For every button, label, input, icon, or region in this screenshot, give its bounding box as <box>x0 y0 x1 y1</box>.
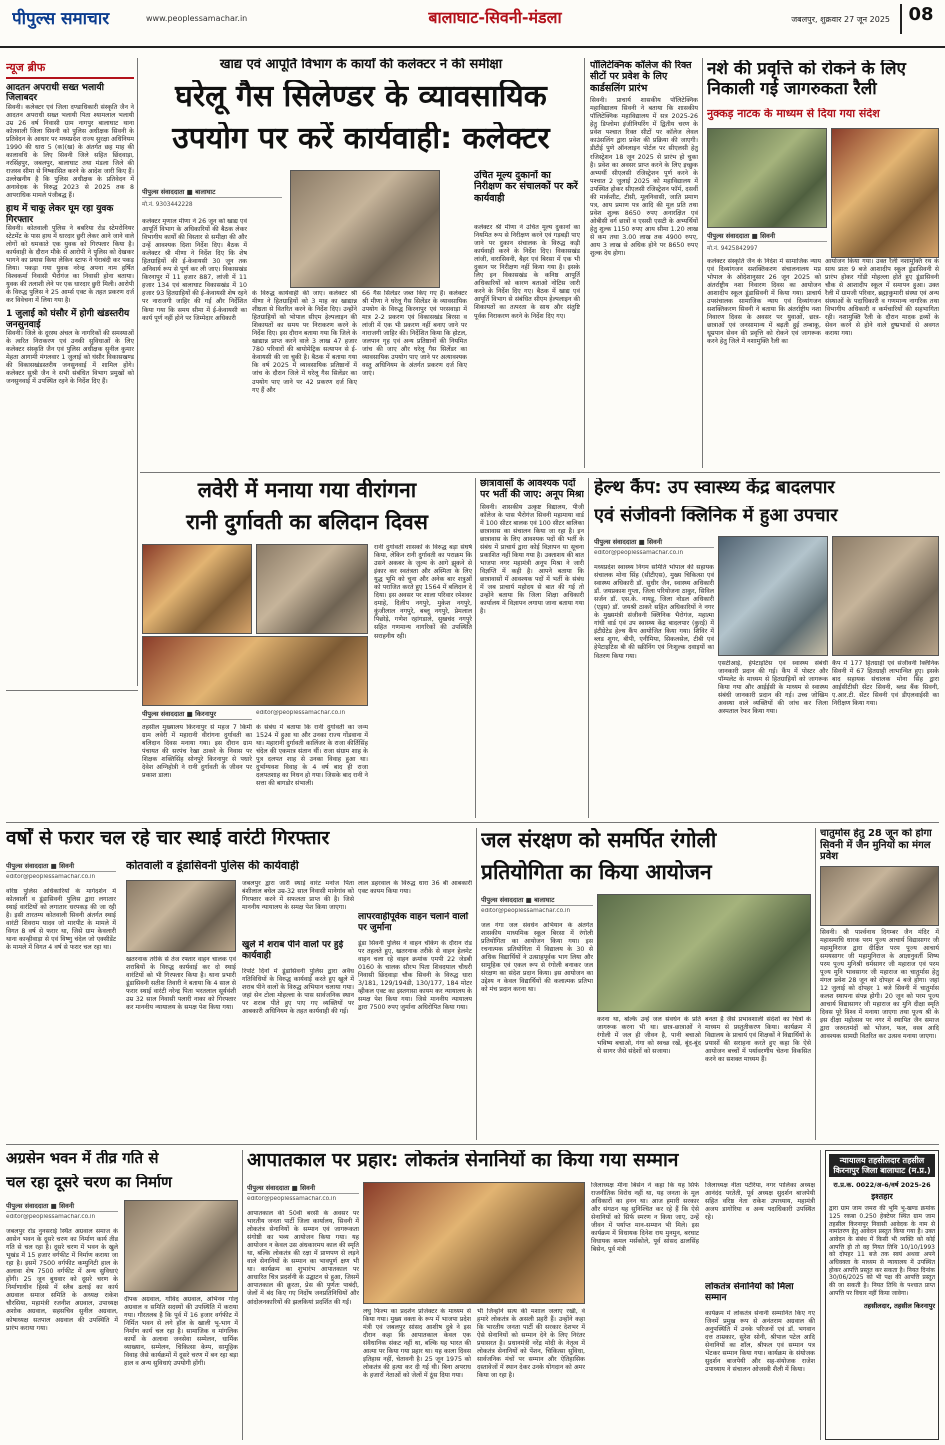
hostel-body: सिवनी। शासकीय उत्कृष्ट विद्यालय, पीजी कॉलेज के पास भैरोगंज सिवनी महामाया वार्ड में 100 सीटर बालक एवं 100 सीटर बालिका छात्रावास का संचालन किया जा रहा है। इन छात्रावास के लिए आवश्यक पदों की भर्ती के संबंध में प्राचार्य द्वारा कोई विज्ञापन या सूचना प्रकाशित नहीं किया गया है। उक्ताशय की बात भाजपा नगर महामंत्री अनूप मिश्रा ने जारी विज्ञप्ति में कही है। आपने बताया कि छात्रावासों में आवश्यक पदों में भर्ती के संबंध में जब प्राचार्य महोदय से बात की गई तो उन्होंने बताया कि जिला शिक्षा अधिकारी कार्यालय में विज्ञापन लगाया जाना बताया गया है। <box>480 503 584 616</box>
jain-photo <box>820 866 939 926</box>
health-photo-1 <box>718 536 828 656</box>
water-headline-1: जल संरक्षण को समर्पित रंगोली <box>481 828 717 852</box>
emergency-headline: आपातकाल पर प्रहार: लोकतंत्र सेनानियों का किया गया सम्मान <box>247 1150 679 1171</box>
emergency-photo <box>363 1182 585 1304</box>
lead-story <box>142 58 580 468</box>
agrasen-story <box>6 1150 238 1440</box>
polytechnic-story <box>590 60 698 470</box>
durgavati-col-1: तहसील मुख्यालय किरनापुर से महज 7 किमी ग्राम लवेरी में महारानी वीरांगना दुर्गावती का बलिदान दिवस मनाया गया। इस दौरान ग्राम पंचायत की सरपंच रेखा ठाकरे के निवास पर शिक्षक शक्तिसिंह सोनपुरे किरनापुर से पधारे देवेश अग्निहोत्री ने रानी दुर्गावती के जीवन पर प्रकाश डाला। <box>142 724 252 780</box>
lead-col-1: कलेक्टर मृणाल मीणा ने 26 जून को खाद्य एवं आपूर्ति विभाग के अधिकारियों की बैठक लेकर विभागीय कार्यों की विस्तार से समीक्षा की और उन्हें आवश्यक दिशा निर्देश दिए। बैठक में कलेक्टर श्री मीणा ने निर्देश दिए कि शेष हितग्राहियों की ई-केवायसी 30 जून तक अनिवार्य रूप से पूर्ण कर ली जाए। विकासखंड किरनापुर में 11 हजार 887, लांजी में 11 हजार 134 एवं बालाघाट विकासखंड में 10 हजार 93 हितग्राहियों की ई-केवायसी शेष रहने पर नाराजगी जाहिर की गई और निर्देशित किया गया कि समय सीमा में ई-केवायसी का कार्य पूर्ण नहीं होने पर जिम्मेदार अधिकारी <box>142 218 247 322</box>
hostel-story <box>480 478 584 818</box>
rally-byline: पीपुल्स संवाददाता ■ सिवनी <box>707 230 827 242</box>
lead-byline: पीपुल्स संवाददाता ■ बालाघाट <box>142 186 282 198</box>
section-title: बालाघाट-सिवनी-मंडला <box>428 8 562 27</box>
warrant-subhead: कोतवाली व डूंडासिवनी पुलिस की कार्यवाही <box>126 860 299 872</box>
agrasen-headline-2: चल रहा दूसरे चरण का निर्माण <box>6 1174 172 1191</box>
warrant-col-1: वरिष्ठ पुलिस अधिकारियों के मार्गदर्शन में कोतवाली व डूंडासिवनी पुलिस द्वारा लगातार स्थाई वारंटियों को लगातार धरपकड़ की जा रही है। इसी तारतम्य कोतवाली सिवनी अंतर्गत स्थाई वारंटी शिवराम यादव जो मारपीट के मामले में विगत 8 वर्ष से फरार था, जिसे ग्राम केवलारी थाना कान्हीवाड़ा से एवं विष्णु चंदेल जो एक्सीडेंट के मामले में विगत 4 वर्ष से फरार चल रहा था। <box>6 888 116 952</box>
jain-body: सिवनी। श्री पार्श्वनाथ दिगम्बर जैन मंदिर में महासमाधि धारक परम पूज्य आचार्य विद्यासागर जी महामुनिराज द्वारा दीक्षित परम पूज्य आचार्य समयसागर जी महामुनिराज के आज्ञानुवर्ती शिष्य परम पूज्य मुनिश्री धर्मसागर जी महाराज एवं परम पूज्य मुनि भावसागर जी महाराज का चातुर्मास हेतु मंगल प्रवेश 28 जून को दोपहर 4 बजे होगा। जहां 12 जुलाई को दोपहर 1 बजे सिवनी में चातुर्मास कलश स्थापना संपन्न होगी। 20 जून को परम पूज्य आचार्य विद्यासागर जी महाराज का मुनि दीक्षा स्मृति दिवस पूरे विश्व में मनाया जाएगा तथा पूज्य श्री के इस दीक्षा महोत्सव पर नगर में स्थापित जैन समाज द्वारा जरुरतमंदों को भोजन, फल, वस्त्र आदि आवश्यक सामग्री वितरित कर उत्सव मनाया जाएगा। <box>820 928 939 1041</box>
liquor-body: रिपोर्ट दिनों में डूंडासिवनी पुलिस द्वारा अवैध गतिविधियों के विरुद्ध कार्यवाई करते हुए खुले में शराब पीने वालों के विरुद्ध अभियान चलाया गया। जहां सेन टोला मोहल्ला के पास सार्वजनिक स्थान पर शराब पीते हुए पाए गए व्यक्तियों पर आबकारी अधिनियम के तहत कार्यवाही की गई। <box>242 968 354 1016</box>
logo: पीपुल्स समाचार <box>12 9 110 29</box>
agrasen-byline: पीपुल्स संवाददाता ■ सिवनी <box>6 1200 118 1212</box>
notice-signature: तहसीलदार, तहसील किरनापुर <box>863 1302 935 1311</box>
water-byline: पीपुल्स संवाददाता ■ बालाघाट <box>481 894 593 906</box>
water-headline-2: प्रतियोगिता का किया आयोजन <box>481 860 712 884</box>
lead-side-headline: उचित मूल्य दुकानों का निरीक्षण कर संचालकों पर करें कार्यवाही <box>474 170 578 204</box>
lead-col-2: के विरुद्ध कार्यवाही की जाए। कलेक्टर श्री मीणा ने हितग्राहियों को 3 माह का खाद्यान्न शीघ्रता से वितरित करने के निर्देश दिए। उन्होंने हितग्राहियों को भोपाल सीएम हेल्पलाइन की शिकायतों का समय पर निराकरण करने के निर्देश दिए। इस दौरान बताया गया कि जिले के खाद्यान्न प्राप्त करने वाले 3 लाख 47 हजार 780 परिवारों की बायोमेट्रिक सत्यापन से ई-केवायसी की जा चुकी है। बैठक में बताया गया कि वर्ष 2025 में व्यावसायिक प्रतिष्ठानों में जांच के दौरान जिले में घरेलू गैस सिलेंडर का उपयोग पाए जाने पर 42 प्रकरण दर्ज किए गए हैं और <box>252 290 357 394</box>
brief-headline-3: 1 जुलाई को घंसौर में होगी खंडस्तरीय जनसुनवाई <box>6 309 130 330</box>
rally-mobile: मो.नं. 9425842997 <box>707 246 758 252</box>
water-col-3: बनता है जैसे प्रभावशाली संदेशों का चित्रों के माध्यम से प्रस्तुतीकरण किया। कार्यक्रम में विद्यालय के प्राचार्य एवं शिक्षकों ने विद्यार्थियों के प्रयासों की सराहना करते हुए कहा कि ऐसे आयोजन बच्चों में पर्यावरणीय चेतना विकसित करने का सशक्त माध्यम हैं। <box>705 1016 811 1064</box>
rally-photo-1 <box>707 128 827 228</box>
brief-headline-1: आदतन अपराधी सख्त भलायी जिलाबदर <box>6 83 104 104</box>
durgavati-photo-3 <box>142 636 368 706</box>
rally-headline: नशे की प्रवृत्ति को रोकने के लिए निकाली गई जागरुकता रैली <box>707 60 906 99</box>
warrant-email: editor@peoplessamachar.co.in <box>6 874 96 880</box>
agrasen-col-2: दीपक अग्रवाल, गोविंद अग्रवाल, अभिनव गोलू अग्रवाल व समिति सदस्यों की उपस्थिति में कराया गया। गौरतलब है कि पूर्व में 16 हजार वर्गफीट में निर्मित भवन से लगे हॉल के खाली भू-भाग में निर्माण कार्य चल रहा है। सामाजिक व मांगलिक कार्यों के अलावा जनसेवा सम्मेलन, धार्मिक व्याख्यान, सम्मेलन, चिकित्सा केम्प, सामूहिक विवाह जैसे कार्यक्रमों में दूसरे चरण में बन रहा बड़ा हाल व अन्य सुविधाएं उपयोगी होंगी। <box>124 1296 238 1368</box>
lead-photo <box>290 170 440 288</box>
lead-kicker: खाद्य एवं आपूर्ति विभाग के कार्यों की कलेक्टर ने की समीक्षा <box>219 58 503 72</box>
brief-title: न्यूज ब्रीफ <box>6 60 134 79</box>
masthead <box>0 0 945 48</box>
dateline: जबलपुर, शुक्रवार 27 जून 2025 <box>791 15 890 24</box>
rally-col-2: आयोजन किया गया। उक्त रैली नशामुक्ति रथ के साथ प्रातः 9 बजे आशादीप स्कूल डूंडासिवनी से प्रारंभ होकर गोंडी मोहल्ला होते हुए डूंडासिवनी चौक से आशादीप स्कूल में समापन हुआ। उक्त रैली में ग्रामजी परिवार, ब्रह्माकुमारी संस्था एवं अन्य संस्थाओं के पदाधिकारी व गणमान्य नागरिक तथा विभागीय अधिकारी व कर्मचारियों की सहभागिता रही। नशामुक्ति रैली के दौरान मादक द्रव्यों के सेवन करने से होने वाले दुष्प्रभावों से अवगत कराया गया। <box>825 258 939 338</box>
website-url: www.peoplessamachar.in <box>146 14 248 23</box>
traffic-body: डूंडा सिवनी पुलिस ने वाहन चेकिंग के दौरान रोड पर तहलते हुए, खतरनाक तरीके से वाहन हेलमेट वाहन चला रहे वाहन क्रमांक एमपी 22 जेडबी 0160 के चालक सौरभ पिता शिवदयाल चौधरी निवासी छिंदवाड़ा चौक सिवनी के विरुद्ध धारा 3/181, 129/194डी, 130/177, 184 मोटर व्हीकल एक्ट का इस्तगासा कायम कर न्यायालय के समक्ष पेश किया गया। जिसे माननीय न्यायालय द्वारा 7500 रुपए जुर्माना अधिरोपित किया गया। <box>358 940 472 1012</box>
emergency-col-1: आपातकाल की 50वीं बरसी के अवसर पर भारतीय जनता पार्टी जिला कार्यालय, सिवनी में लोकतंत्र सेनानियों के सम्मान एवं जागरूकता संगोष्ठी का भव्य आयोजन किया गया। यह आयोजन न केवल उस अंधकारमय काल की स्मृति था, बल्कि लोकतंत्र की रक्षा में प्राणपण से लड़ने वाले सेनानियों के सम्मान का भावपूर्ण क्षण भी था। कार्यक्रम का शुभारंभ आपातकाल पर आधारित चित्र प्रदर्शनी के उद्घाटन से हुआ, जिसमें आपातकाल की क्रूरता, प्रेस की पूर्णतः पाबंदी, जेलों में बंद किए गए निर्दोष जनप्रतिनिधियों और आंदोलनकारियों की झलकियां प्रदर्शित की गईं। <box>247 1210 359 1306</box>
lead-side-body: कलेक्टर श्री मीणा ने उचित मूल्य दुकानों का नियमित रूप से निरीक्षण करने एवं गड़बड़ी पाए जाने पर दुकान संचालक के विरुद्ध कड़ी कार्यवाही करने के निर्देश दिए। विकासखंड लांजी, वारासिवनी, बैहर एवं बिरसा में एक भी दुकान पर निरीक्षण नहीं किया गया है। इसके लिए इन विकासखंड के कनिष्ठ आपूर्ति अधिकारियों को कारण बताओ नोटिस जारी करने के निर्देश दिए गए। बैठक में खाद्य एवं आपूर्ति विभाग से संबंधित सीएम हेल्पलाइन की शिकायतों का तत्परता के साथ और संतुष्टि पूर्वक निराकरण करने के निर्देश दिए गए। <box>474 224 580 320</box>
health-col-1: मध्यप्रदेश स्वास्थ्य निगम समिति भोपाल की सहायक संचालक मोना सिंह (सीटीएस), मुख्य चिकित्सा एवं स्वास्थ्य अधिकारी डॉ. सुधीर जैन, स्वास्थ्य अधिकारी डॉ. जयप्रकाश गुप्ता, जिला परियोजना ठाकुर, सिविल सर्जन डॉ. एस.के. नायडू, जिला नोडल अधिकारी (एड्स) डॉ. जयश्री ठाकरे सहित अधिकारियों ने नगर के मुख्यमंत्री संजीवनी क्लिनिक भैरोगंज, महात्मा गांधी वार्ड एवं उप स्वास्थ्य केंद्र बादलपार (कुरई) में इंटीग्रेटेड हेल्थ कैंप आयोजित किया गया। शिविर में ब्लड शुगर, बीपी, एनीमिया, सिकलसेल, टीबी एवं हेपेटाइटिस बी की स्क्रीनिंग एवं निःशुल्क दवाइयों का वितरण किया गया। <box>594 564 714 660</box>
durgavati-headline-2: रानी दुर्गावती का बलिदान दिवस <box>186 510 428 534</box>
jain-story <box>820 828 939 1140</box>
durgavati-story <box>142 478 472 818</box>
warrant-story <box>6 828 472 1140</box>
health-photo-2 <box>832 536 939 656</box>
water-story <box>481 828 811 1140</box>
rally-story <box>707 60 939 470</box>
warrant-col-3: जबलपुर द्वारा जारी स्थाई वारंट मनोज पिता बंशीलाल बघेल उम्र-32 साल निवासी मानेगांव को गिरफ्तार करने में सफलता प्राप्त की है। जिसे माननीय न्यायालय के समक्ष पेश किया जाएगा। <box>242 880 354 912</box>
water-col-1: जल गंगा जल संवर्धन अभियान के अंतर्गत शासकीय माध्यमिक स्कूल बिरसा में रंगोली प्रतियोगिता का आयोजन किया गया। इस रचनात्मक प्रतियोगिता में विद्यालय के 30 से अधिक विद्यार्थियों ने उत्साहपूर्वक भाग लिया और सामूहिक एवं एकल रूप से रंगोली बनाकर जल संरक्षण का संदेश प्रदान किया। इस आयोजन का उद्देश्य न केवल विद्यार्थियों की कलात्मक प्रतिभा को मंच प्रदान करना था। <box>481 922 593 994</box>
emergency-col-2: लघु फिल्म का प्रदर्शन प्रोजेक्टर के माध्यम से किया गया। मुख्य वक्ता के रूप में भाजपा प्रदेश मंत्री एवं जबलपुर सांसद आशीष दुबे ने इस दौरान कहा कि आपातकाल केवल एक संवैधानिक संकट नहीं था, बल्कि यह भारत की आत्मा पर किया गया प्रहार था। यह काला दिवस इतिहास नहीं, चेतावनी है। 25 जून 1975 को लोकतंत्र की हत्या कर दी गई थी। बिना अपराध के हजारों नेताओं को जेलों में ठूंस दिया गया। <box>363 1308 471 1380</box>
warrant-headline: वर्षों से फरार चल रहे चार स्थाई वारंटी गिरफ्तार <box>6 828 330 849</box>
liquor-headline: खुले में शराब पीने वालों पर हुई कार्यवाही <box>242 940 344 961</box>
health-email: editor@peoplessamachar.co.in <box>594 550 684 556</box>
agrasen-email: editor@peoplessamachar.co.in <box>6 1214 96 1220</box>
jain-headline: चातुर्मास हेतु 28 जून को होगा सिवनी में जैन मुनियों का मंगल प्रवेश <box>820 828 932 862</box>
health-headline-2: एवं संजीवनी क्लिनिक में हुआ उपचार <box>594 506 838 526</box>
rally-col-1: कलेक्टर संस्कृति जैन के निर्देश में सामाजिक न्याय एवं दिव्यांगजन सशक्तिकरण संचालनालय मप्र भोपाल के ओदेशानुसार 26 जून 2025 को अंतर्राष्ट्रीय नशा निवारण दिवस का आयोजन आशादीप स्कूल डूंडासिवनी में किया गया। प्राचार्य उपसंचालक सामाजिक न्याय एवं दिव्यांगजन सशक्तिकरण सिवनी ने बताया कि अंतर्राष्ट्रीय नशा निवारण दिवस के अवसर पर युवाओं, छात्र-छात्राओं एवं जनसामान्य में बढ़ती हुई तम्बाकू, धूम्रपान सेवन की प्रवृत्ति को रोकने एवं जागरूक करने हेतु जिले में नशामुक्ति रैली का <box>707 258 821 346</box>
agrasen-headline-1: अग्रसेन भवन में तीव्र गति से <box>6 1150 159 1167</box>
rally-photo-2 <box>831 128 939 258</box>
durgavati-headline-1: लवेरी में मनाया गया वीरांगना <box>197 478 417 502</box>
health-col-2: एसटीआई, हेपेटाइटिस एवं स्वास्थ्य संबंधी जानकारी प्रदान की गई। कैंप में पोस्टर और पॉम्पलेट के माध्यम से हितग्राहियों को जागरूक किया गया और आईईसी के माध्यम से स्वास्थ्य संबंधी जानकारी प्रदान की गई। उच्च जोखिम अवस्था वाले व्यक्तियों की जांच कर जिला अस्पताल रेफर किया गया। <box>718 660 828 716</box>
senani-body: कार्यक्रम में लोकतंत्र सेनानी सम्मानित किए गए जिनमें प्रमुख रूप से अनंतराम अग्रवाल की अनुपस्थिति में उनके परिजनों एवं डॉ. भगवान दत्त ताम्रकार, सुरेश सोनी, श्रीपाल पटेल आदि सेनानियों का शॉल, श्रीफल एवं सम्मान पत्र भेंटकर सम्मान किया गया। कार्यक्रम के संयोजक सुदर्शन बाजपेयी और सह-संयोजक राजेश उपाध्याय ने संचालन ओजस्वी शैली में किया। <box>705 1310 815 1374</box>
lead-headline-2: उपयोग पर करें कार्यवाही: कलेक्टर <box>172 122 550 156</box>
traffic-headline: लापरवाहीपूर्वक वाहन चलाने वालों पर जुर्माना <box>358 912 469 933</box>
lead-headline-1: घरेलू गैस सिलेण्डर के व्यावसायिक <box>175 80 547 114</box>
brief-body-2: सिवनी। कोतवाली पुलिस ने बबरिया रोड स्टेमरोनियर स्टेटमेंट के पास हाथ में धारदार छुरी लेकर आने जाने वाले लोगों को धमकाते एक युवक को गिरफ्तार किया है। कार्यवाही के दौरान मौके से आरोपी ने पुलिस को देखकर भागने का प्रयास किया लेकिन स्टाफ ने घेराबंदी कर पकड़ लिया। पकड़ा गया युवक नरेन्द्र अपना नाम हर्षित विश्वकर्मा निवासी भैरोगंज का निवासी होना बताया। युवक की तलाशी लेने पर एक धारदार छुरी मिली। आरोपी के विरुद्ध पुलिस ने 25 आर्म्स एक्ट के तहत प्रकरण दर्ज कर विवेचना में लिया गया है। <box>6 224 134 305</box>
page-number: 08 <box>900 4 940 34</box>
notice-subject: इश्तहार <box>871 1192 893 1202</box>
lead-col-3: 66 गैस सिलेंडर जब्त किए गए हैं। कलेक्टर श्री मीणा ने घरेलू गैस सिलेंडर के व्यावसायिक उपयोग के विरुद्ध किरनापुर एवं परसवाड़ा में मात्र 2-2 प्रकरण एवं विकासखंड बिरसा व लांजी में एक भी प्रकरण नहीं बनाए जाने पर नाराजगी जाहिर की। निर्देशित किया कि होटल, जलपान गृह एवं अन्य प्रतिष्ठानों की नियमित जांच की जाए और घरेलू गैस सिलेंडर का व्यावसायिक उपयोग पाए जाने पर अत्यावश्यक वस्तु अधिनियम के अंतर्गत प्रकरण दर्ज किए जाएं। <box>362 290 467 378</box>
lead-mobile: मो.नं. 9303442228 <box>142 202 193 208</box>
brief-body-3: सिवनी। जिले के दूरस्थ अंचल के नागरिकों की समस्याओं के त्वरित निराकरण एवं उनकी सुविधाओं के लिए कलेक्टर संस्कृति जैन एवं पुलिस अधीक्षक सुनील कुमार मेहता आगामी मंगलवार 1 जुलाई को घंसौर विकासखण्ड की विकासखंडस्तरीय जनसुनवाई में शामिल होंगे। कलेक्टर सुश्री जैन ने सभी संबंधित विभाग प्रमुखों को जनसुनवाई में उपस्थित रहने के निर्देश दिए हैं। <box>6 330 134 386</box>
warrant-col-2: खतरनाक तरीके से तेज रफ्तार वाहन चालक एवं शराबियों के विरुद्ध कार्यवाई कर दो स्थाई वारंटियों को भी गिरफ्तार किया है। थाना प्रभारी डूंडासिवनी सतीश तिवारी ने बताया कि 4 साल से फरार स्थाई वारंटी नरेन्द्र पिता भरतलाल सूर्यवंशी उम्र 32 साल निवासी पलारी नाका को गिरफ्तार कर माननीय न्यायालय के समक्ष पेश किया गया। <box>126 956 236 1012</box>
durgavati-photo-2 <box>256 544 368 634</box>
agrasen-col-1: जबलपुर रोड नुनसराई स्थित अग्रवाल समाज के आसेन भवन के दूसरे चरण का निर्माण कार्य तीव्र गति से चल रहा है। दूसरे चरण में भवन के खुले भूखंड में 15 हजार वर्गफीट में निर्माण कराया जा रहा है। इसमें 7500 वर्गफीट कम्युनिटी हाल के अलावा शेष 7500 वर्गफीट में अन्य सुविधाएं होंगी। 25 जून बुधवार को दूसरे चरण के निर्माणाधीन हिस्से में स्लैब ढलाई का कार्य अग्रवाल समाज समिति के अध्यक्ष राकेश चौरसिया, महामंत्री रजनीश अग्रवाल, उपाध्यक्ष अशोक अग्रवाल, सहसचिव सुनील अग्रवाल, कोषाध्यक्ष सतपाल अग्रवाल की उपस्थिति में प्रारंभ कराया गया। <box>6 1228 118 1332</box>
health-byline: पीपुल्स संवाददाता ■ सिवनी <box>594 536 714 548</box>
court-notice <box>825 1150 939 1440</box>
health-headline-1: हेल्थ कैंप: उप स्वास्थ्य केंद्र बादलपार <box>594 478 835 498</box>
notice-case-no: रा.प्र.क. 0022/अ-6/वर्ष 2025-26 <box>833 1181 931 1190</box>
health-col-3: कैंप में 177 हितग्राही एवं संजीवनी क्लिनिक सिवनी में 67 हितग्राही लाभान्वित हुए। इसके बाद सहायक संचालक मोना सिंह द्वारा आईसीटीसी सेंटर सिवनी, ब्लड बैंक सिवनी, ए.आर.टी. सेंटर सिवनी एवं डीएलवाईसी का निरीक्षण किया गया। <box>832 660 939 708</box>
emergency-byline: पीपुल्स संवाददाता ■ सिवनी <box>247 1182 359 1194</box>
warrant-byline: पीपुल्स संवाददाता ■ सिवनी <box>6 860 116 872</box>
emergency-story <box>247 1150 815 1440</box>
durgavati-email: editor@peoplessamachar.co.in <box>256 710 346 716</box>
agrasen-photo <box>124 1200 238 1292</box>
water-col-2: करना था, बल्कि उन्हें जल संवर्धन के प्रति जागरूक करना भी था। छात्र-छात्राओं ने रंगोली में जल ही जीवन है, पानी बचाओ भविष्य बचाओ, गंगा को स्वच्छ रखें, बूंद-बूंद से सागर जैसे संदेशों को सजाया। <box>597 1016 701 1056</box>
durgavati-col-3: रानी दुर्गावती शासकों के विरुद्ध बड़ा संघर्ष किया, लेकिन रानी दुर्गावती का पराक्रम कि उसने अकबर के जुल्म के आगे झुकने से इंकार कर स्वतंत्रता और अस्मिता के लिए युद्ध भूमि को चुना और अनेक बार शत्रुओं को पराजित करते हुए 1564 में बलिदान दे दिया। इस अवसर पर शाला परिवार रमेशवर दमाहे, दिलीप नगपुरे, मुकेश नगपुरे, कुंजीलाल नगपुरे, बब्लू नगपुरे, प्रेमलाल पिछोड़े, गणेश रहांगडाले, सुखचंद नगपुरे सहित गणमान्य नागरिकों की उपस्थिति सराहनीय रही। <box>374 544 472 640</box>
warrant-photo <box>126 880 236 952</box>
emergency-col-5: जिलाध्यक्ष नीता पटेरिया, नगर पालिका अध्यक्ष आनंदंद परतेती, पूर्व अध्यक्ष सुदर्शन बाजपेयी सहित वरिष्ठ नेता राकेश उपाध्याय, महामंत्री अजय डागोरिया व अन्य पदाधिकारी उपस्थित रहे। <box>705 1182 815 1222</box>
brief-body-1: सिवनी। कलेक्टर एवं जिला दण्डाधिकारी संस्कृति जैन ने आदतन अपराधी सख्त भलायी पिता श्यामलाल भलायी उम्र 26 वर्ष निवासी ग्राम नागपुर बालाघाट थाना कोतवाली जिला सिवनी को पुलिस अधीक्षक सिवनी के प्रतिवेदन के आधार पर मध्यप्रदेश राज्य सुरक्षा अधिनियम 1990 की धारा 5 (क)(ख) के अंतर्गत छह माह की कालावधि के लिए सिवनी जिले सहित छिंदवाड़ा, नरसिंहपुर, जबलपुर, बालाघाट तथा मंडला जिले की राजस्व सीमा से निष्कासित करने के आदेश जारी किए हैं। उल्लेखनीय है कि पुलिस अधीक्षक के प्रतिवेदन में अनावेदक के विरुद्ध 2023 से 2025 तक 8 आपराधिक मामले पंजीबद्ध हैं। <box>6 103 134 200</box>
polytechnic-headline: पॉलिटेक्निक कॉलेज की रिक्त सीटों पर प्रवेश के लिए कार्डसलिंग प्रारंभ <box>590 60 692 94</box>
news-brief-column <box>6 60 134 685</box>
notice-heading: न्यायालय तहसीलदार तहसील किरनापुर जिला बालाघाट (म.प्र.) <box>829 1154 935 1177</box>
warrant-col-4: लाल डहरवाल के विरुद्ध धारा 36 बी आबकारी एक्ट कायम किया गया। <box>358 880 472 896</box>
brief-headline-2: हाथ में चाकू लेकर घूम रहा युवक गिरफ्तार <box>6 204 114 225</box>
emergency-col-4: जिलाध्यक्ष मीना बिसेन ने कहा कि यह सिर्फ राजनीतिक विरोध नहीं था, यह जनता के मूल अधिकारों का हनन था। आज हमारी सरकार और संगठन यह सुनिश्चित कर रहे हैं कि ऐसे सेनानियों को सिर्फ स्मरण न किया जाए, उन्हें जीवन में पर्याप्त मान-सम्मान भी मिले। इस कार्यक्रम में विधायक दिनेश राय मुनमुन, बरघाट विधायक कमल मर्सकोले, पूर्व सांसद ढालसिंह बिसेन, पूर्व मंत्री <box>591 1182 699 1254</box>
notice-body: द्वारा ग्राम जाम जमरा की भूमि भू-खण्ड क्रमांक 125 रकबा 0.250 हेक्टेयर स्थित ग्राम जाम तहसील किरनापुर निवासी आवेदक के नाम से नामांतरण हेतु आवेदन प्रस्तुत किया गया है। उक्त आवेदन के संबंध में किसी भी व्यक्ति को कोई आपत्ति हो तो वह नियत तिथि 10/10/1993 को दोपहर 11 बजे तक स्वयं अथवा अपने अधिवक्ता के माध्यम से न्यायालय में उपस्थित होकर आपत्ति प्रस्तुत कर सकता है। नियत दिनांक 30/06/2025 को भी पक्ष की आपत्ति प्रस्तुत की जा सकती है। नियत तिथि के पश्चात प्राप्त आपत्ति पर विचार नहीं किया जावेगा। <box>829 1205 935 1297</box>
polytechnic-body: सिवनी। प्राचार्य शासकीय पॉलिटेक्निक महाविद्यालय सिवनी ने बताया कि शासकीय पॉलिटेक्निक महाविद्यालय में सत्र 2025-26 हेतु डिप्लोमा इंजीनियरिंग में द्वितीय चरण के प्रवेश पश्चात रिक्त सीटों पर कॉलेज लेवल काउंसलिंग द्वारा प्रवेश की प्रक्रिया की जाएगी। डीटीई पुणे ऑनलाइन पोर्टल पर सीएलसी हेतु रजिस्ट्रेशन 18 जून 2025 से प्रारंभ हो चुका है। प्रवेश का अवसर प्राप्त करने के लिए इच्छुक अभ्यर्थी सीएलसी रजिस्ट्रेशन पूर्ण करने के पश्चात 2 जुलाई 2025 को महाविद्यालय में उपस्थित होकर सीएलसी रजिस्ट्रेशन फॉर्म, दसवीं की मार्कशीट, टीसी, मूलनिवासी, जाति प्रमाण पत्र, आय प्रमाण पत्र आदि की मूल प्रति तथा प्रवेश शुल्क 8650 रुपए अनारक्षित एवं ओबीसी वर्ग छात्रों व एससी एसटी के अभ्यर्थियों हेतु शुल्क 1150 रुपए आय सीमा 1.20 लाख से कम तथा 3.00 लाख तक 4900 रुपए, आय 3 लाख से अधिक होने पर 8650 रुपए शुल्क देय होगा। <box>590 97 698 258</box>
water-photo <box>597 894 811 1012</box>
emergency-col-3: भी जिन्होंने सत्य की मशाल जलाए रखी, वे हमारे लोकतंत्र के असली प्रहरी हैं। उन्होंने कहा कि भारतीय जनता पार्टी की सरकार देशभर में ऐसे सेनानियों को सम्मान देने के लिए निरंतर प्रयासरत है। प्रधानमंत्री नरेंद्र मोदी के नेतृत्व में लोकतंत्र सेनानियों को पेंशन, चिकित्सा सुविधा, सार्वजनिक मंचों पर सम्मान और ऐतिहासिक दस्तावेजों में स्थान देकर उनके योगदान को अमर किया जा रहा है। <box>477 1308 585 1380</box>
emergency-email: editor@peoplessamachar.co.in <box>247 1196 337 1202</box>
durgavati-byline: पीपुल्स संवाददाता ■ किरनापुर <box>142 708 252 720</box>
rally-subhead: नुक्कड़ नाटक के माध्यम से दिया गया संदेश <box>707 108 880 120</box>
hostel-headline: छात्रावासों के आवश्यक पदों पर भर्ती की जाए: अनूप मिश्रा <box>480 478 584 501</box>
water-email: editor@peoplessamachar.co.in <box>481 908 571 914</box>
senani-headline: लोकतंत्र सेनानियों को मिला सम्मान <box>705 1282 794 1303</box>
durgavati-photo-1 <box>142 544 252 634</box>
durgavati-col-2: के संबंध में बताया कि रानी दुर्गावती का जन्म 1524 में हुआ था और उनका राज्य गोंडवाना में था। महारानी दुर्गावती कालिंजर के राजा कीर्तिसिंह चंदेल की एकमात्र संतान थीं। राजा संग्राम शाह के पुत्र दलपत शाह से उनका विवाह हुआ था। दुर्भाग्यवश विवाह के 4 वर्ष बाद ही राजा दलपतशाह का निधन हो गया। जिसके बाद रानी ने सत्ता की बागडोर संभाली। <box>256 724 368 788</box>
health-story <box>594 478 939 818</box>
